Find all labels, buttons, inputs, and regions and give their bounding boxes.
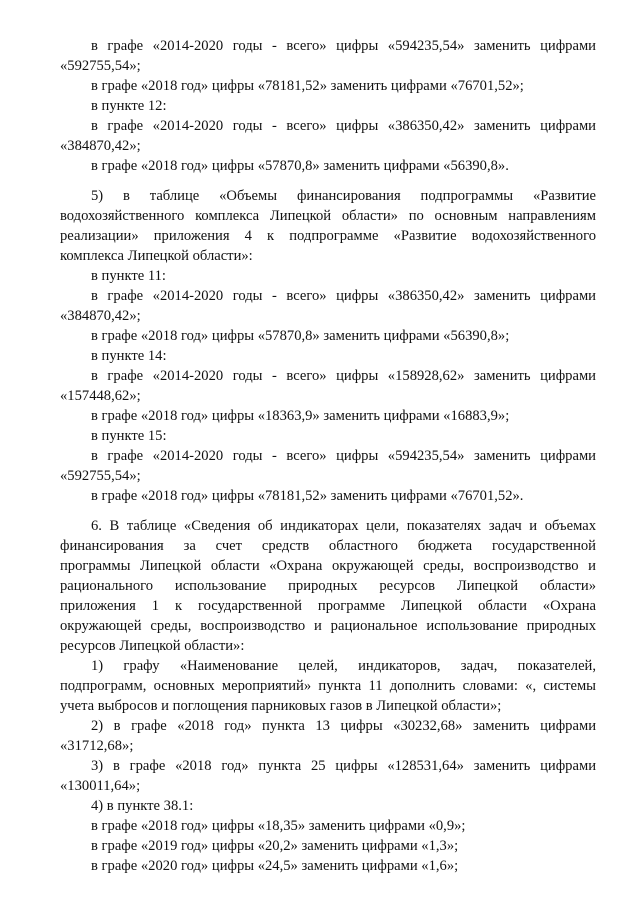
text-line: в графе «2018 год» цифры «18,35» заменить цифрами «0,9»;: [91, 818, 466, 834]
text-line: 1) графу «Наименование целей, индикаторов, задач, показателей,: [91, 658, 596, 674]
text-line: 4) в пункте 38.1:: [91, 798, 194, 814]
text-line: учета выбросов и поглощения парниковых газов в Липецкой области»;: [60, 698, 502, 714]
text-line: в пункте 11:: [91, 268, 166, 284]
text-line: реализации» приложения 4 к подпрограмме «Развитие водохозяйственного: [60, 228, 596, 244]
text-line: в графе «2019 год» цифры «20,2» заменить цифрами «1,3»;: [91, 838, 459, 854]
text-line: ресурсов Липецкой области»:: [60, 638, 245, 654]
text-line: в графе «2018 год» цифры «57870,8» заменить цифрами «56390,8».: [91, 158, 509, 174]
text-line: в графе «2018 год» цифры «78181,52» заменить цифрами «76701,52».: [91, 488, 524, 504]
text-line: «31712,68»;: [60, 738, 134, 754]
text-line: комплекса Липецкой области»:: [60, 248, 253, 264]
text-line: водохозяйственного комплекса Липецкой области» по основным направлениям: [60, 208, 596, 224]
text-line: в графе «2014-2020 годы - всего» цифры «386350,42» заменить цифрами: [91, 118, 596, 134]
text-line: в графе «2018 год» цифры «18363,9» заменить цифрами «16883,9»;: [91, 408, 510, 424]
text-line: в графе «2018 год» цифры «57870,8» заменить цифрами «56390,8»;: [91, 328, 510, 344]
text-line: в графе «2014-2020 годы - всего» цифры «158928,62» заменить цифрами: [91, 368, 596, 384]
text-line: подпрограмм, основных мероприятий» пункта 11 дополнить словами: «, системы: [60, 678, 596, 694]
text-line: рационального использование природных ресурсов Липецкой области»: [60, 578, 596, 594]
text-line: 5) в таблице «Объемы финансирования подпрограммы «Развитие: [91, 188, 596, 204]
text-line: «130011,64»;: [60, 778, 141, 794]
text-line: в пункте 14:: [91, 348, 167, 364]
text-line: «384870,42»;: [60, 308, 141, 324]
text-line: 2) в графе «2018 год» пункта 13 цифры «30232,68» заменить цифрами: [91, 718, 596, 734]
text-line: «592755,54»;: [60, 468, 141, 484]
text-line: «384870,42»;: [60, 138, 141, 154]
text-line: в графе «2014-2020 годы - всего» цифры «594235,54» заменить цифрами: [91, 38, 596, 54]
text-line: 6. В таблице «Сведения об индикаторах цели, показателях задач и объемах: [91, 518, 596, 534]
text-line: «157448,62»;: [60, 388, 141, 404]
text-line: в графе «2018 год» цифры «78181,52» заменить цифрами «76701,52»;: [91, 78, 524, 94]
text-line: «592755,54»;: [60, 58, 141, 74]
text-line: финансирования за счет средств областного бюджета государственной: [60, 538, 596, 554]
text-line: в пункте 12:: [91, 98, 167, 114]
text-line: в графе «2014-2020 годы - всего» цифры «594235,54» заменить цифрами: [91, 448, 596, 464]
text-line: 3) в графе «2018 год» пункта 25 цифры «128531,64» заменить цифрами: [91, 758, 596, 774]
text-line: в графе «2020 год» цифры «24,5» заменить цифрами «1,6»;: [91, 858, 459, 874]
text-line: приложения 1 к государственной программе Липецкой области «Охрана: [60, 598, 596, 614]
text-line: в пункте 15:: [91, 428, 167, 444]
text-line: программы Липецкой области «Охрана окружающей среды, воспроизводство и: [60, 558, 596, 574]
text-line: в графе «2014-2020 годы - всего» цифры «386350,42» заменить цифрами: [91, 288, 596, 304]
text-line: окружающей среды, воспроизводство и рациональное использование природных: [60, 618, 596, 634]
